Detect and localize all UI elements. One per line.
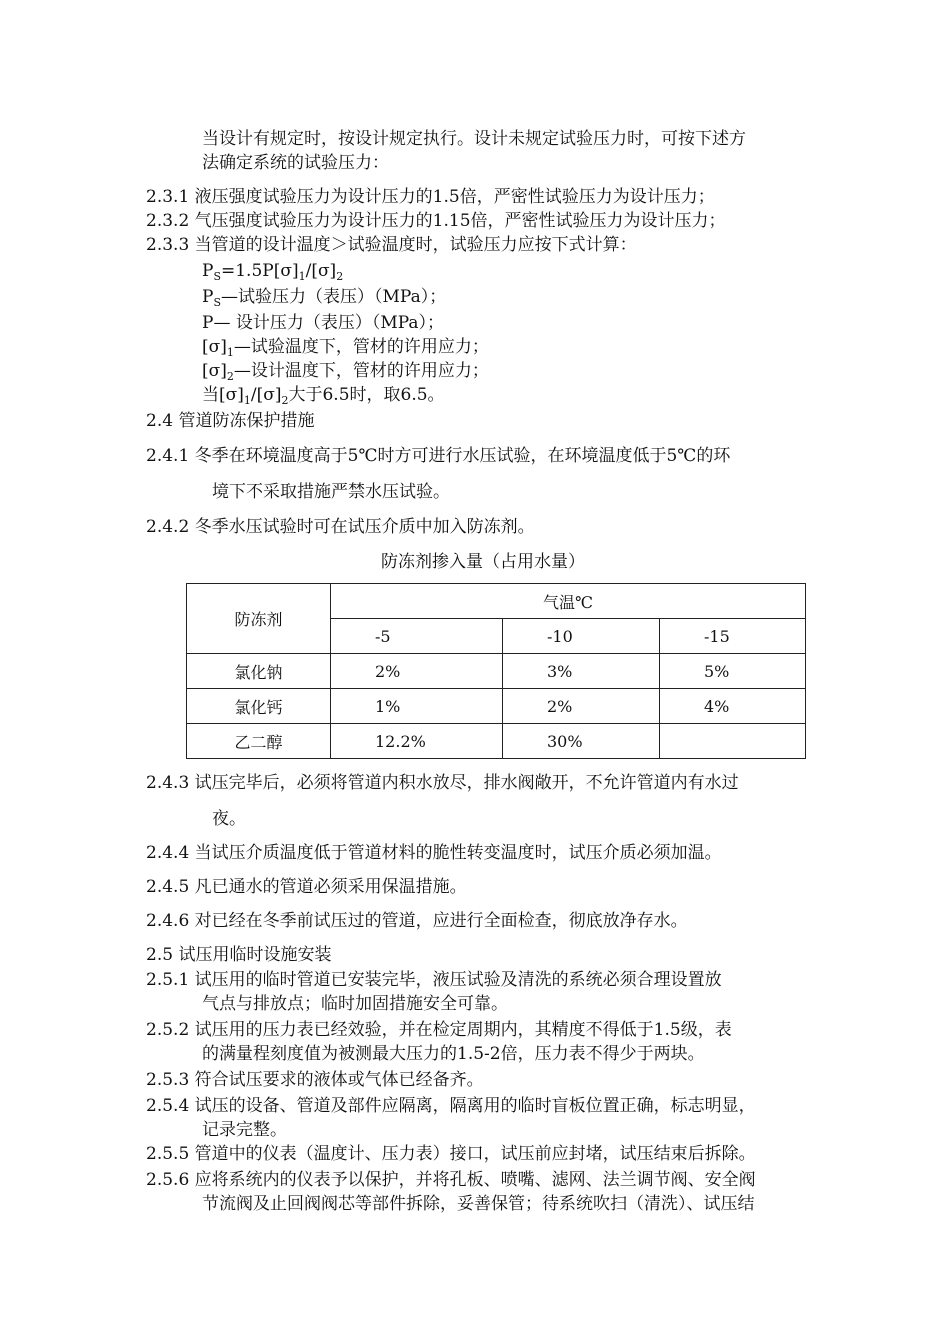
formula-sub: S (213, 270, 221, 283)
header-temperature: 气温℃ (331, 584, 806, 619)
clause-2-5-6-line-1: 2.5.6 应将系统内的仪表予以保护，并将孔板、喷嘴、滤网、法兰调节阀、安全阀 (146, 1170, 756, 1190)
antifreeze-name: 乙二醇 (187, 724, 331, 759)
clause-2-4-1-line-1: 2.4.1 冬季在环境温度高于5℃时方可进行水压试验，在环境温度低于5℃的环 (146, 446, 731, 466)
antifreeze-table (186, 583, 806, 759)
def-part: P (202, 287, 214, 307)
definition-ps (202, 286, 446, 310)
dosage-cell: 5% (660, 654, 806, 689)
table-row (187, 724, 806, 759)
def-sub: 2 (281, 394, 289, 407)
table-row (187, 654, 806, 689)
def-part: —试验压力（表压）（MPa）； (221, 287, 447, 307)
def-sub: 2 (226, 370, 234, 383)
formula-line (202, 260, 343, 284)
definition-ratio (202, 384, 445, 408)
dosage-cell: 4% (660, 689, 806, 724)
clause-2-3-1: 2.3.1 液压强度试验压力为设计压力的1.5倍，严密性试验压力为设计压力； (146, 187, 715, 207)
definition-sigma-1 (202, 336, 489, 360)
clause-2-5-1-line-1: 2.5.1 试压用的临时管道已安装完毕，液压试验及清洗的系统必须合理设置放 (146, 970, 722, 990)
clause-2-5-5: 2.5.5 管道中的仪表（温度计、压力表）接口，试压前应封堵，试压结束后拆除。 (146, 1144, 756, 1164)
definition-p: P— 设计压力（表压）（MPa）； (202, 313, 445, 333)
clause-2-4-2: 2.4.2 冬季水压试验时可在试压介质中加入防冻剂。 (146, 517, 535, 537)
dosage-cell: 2% (503, 689, 660, 724)
clause-2-4-1-line-2: 境下不采取措施严禁水压试验。 (212, 482, 450, 502)
clause-2-5-2-line-2: 的满量程刻度值为被测最大压力的1.5-2倍，压力表不得少于两块。 (202, 1044, 705, 1064)
header-antifreeze: 防冻剂 (187, 584, 331, 654)
temp-cell: -5 (331, 619, 503, 654)
def-sub: 1 (243, 394, 251, 407)
clause-2-5-1-line-2: 气点与排放点；临时加固措施安全可靠。 (202, 994, 508, 1014)
formula-sub: 1 (298, 270, 306, 283)
def-part: 当[σ] (202, 385, 244, 405)
clause-2-5-2-line-1: 2.5.2 试压用的压力表已经效验，并在检定周期内，其精度不得低于1.5级，表 (146, 1020, 732, 1040)
def-sub: S (213, 296, 221, 309)
table-row (187, 689, 806, 724)
clause-2-4-5: 2.4.5 凡已通水的管道必须采用保温措施。 (146, 877, 467, 897)
clause-2-4-6: 2.4.6 对已经在冬季前试压过的管道，应进行全面检查，彻底放净存水。 (146, 911, 688, 931)
clause-2-4-3-line-2: 夜。 (212, 809, 246, 829)
def-part: 大于6.5时，取6.5。 (288, 385, 445, 405)
intro-line-1: 当设计有规定时，按设计规定执行。设计未规定试验压力时，可按下述方 (202, 129, 746, 149)
temp-cell: -10 (503, 619, 660, 654)
temp-cell: -15 (660, 619, 806, 654)
antifreeze-name: 氯化钙 (187, 689, 331, 724)
dosage-cell (660, 724, 806, 759)
clause-2-4-4: 2.4.4 当试压介质温度低于管道材料的脆性转变温度时，试压介质必须加温。 (146, 843, 722, 863)
def-part: /[σ] (250, 385, 282, 405)
def-part: [σ] (202, 337, 227, 357)
dosage-cell: 1% (331, 689, 503, 724)
formula-part: /[σ] (305, 261, 337, 281)
clause-2-5-4-line-2: 记录完整。 (202, 1120, 287, 1140)
section-2-5-heading: 2.5 试压用临时设施安装 (146, 945, 332, 965)
dosage-cell: 2% (331, 654, 503, 689)
dosage-cell: 3% (503, 654, 660, 689)
table-header-row (187, 584, 806, 619)
clause-2-3-3: 2.3.3 当管道的设计温度＞试验温度时，试验压力应按下式计算： (146, 235, 637, 255)
clause-2-5-4-line-1: 2.5.4 试压的设备、管道及部件应隔离，隔离用的临时盲板位置正确，标志明显， (146, 1096, 756, 1116)
def-part: [σ] (202, 361, 227, 381)
clause-2-4-3-line-1: 2.4.3 试压完毕后，必须将管道内积水放尽，排水阀敞开，不允许管道内有水过 (146, 773, 739, 793)
antifreeze-name: 氯化钠 (187, 654, 331, 689)
dosage-cell: 12.2% (331, 724, 503, 759)
clause-2-3-2: 2.3.2 气压强度试验压力为设计压力的1.15倍，严密性试验压力为设计压力； (146, 211, 726, 231)
table-caption: 防冻剂掺入量（占用水量） (381, 552, 585, 572)
dosage-cell: 30% (503, 724, 660, 759)
section-2-4-heading: 2.4 管道防冻保护措施 (146, 411, 315, 431)
formula-part: P (202, 261, 214, 281)
def-part: —试验温度下，管材的许用应力； (233, 337, 489, 357)
formula-part: =1.5P[σ] (221, 261, 299, 281)
definition-sigma-2 (202, 360, 489, 384)
clause-2-5-3: 2.5.3 符合试压要求的液体或气体已经备齐。 (146, 1070, 484, 1090)
intro-line-2: 法确定系统的试验压力： (202, 153, 389, 173)
clause-2-5-6-line-2: 节流阀及止回阀阀芯等部件拆除，妥善保管；待系统吹扫（清洗）、试压结 (202, 1194, 755, 1214)
def-part: —设计温度下，管材的许用应力； (233, 361, 489, 381)
def-sub: 1 (226, 346, 234, 359)
formula-sub: 2 (336, 270, 344, 283)
